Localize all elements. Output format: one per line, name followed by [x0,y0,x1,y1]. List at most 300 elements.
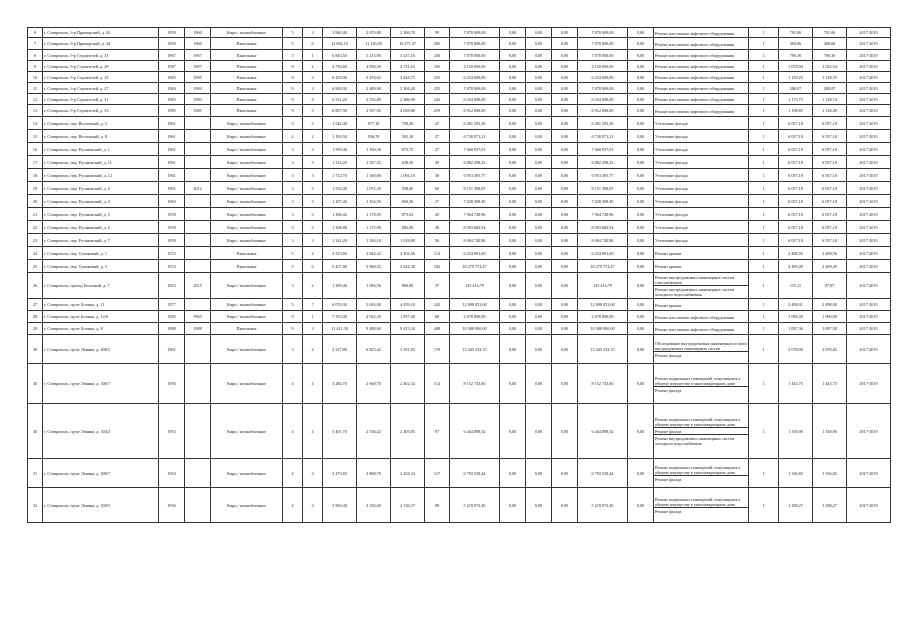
work-item: Ремонт или замена лифтового оборудования [655,326,735,332]
cell-works-count: 1 [749,311,779,323]
cell-unit-cost-limit: 1 097,58 [813,323,847,335]
work-item: Утепление фасада [655,173,688,178]
cell-residents: 56 [425,234,450,247]
table-row [28,488,891,523]
cell-wall-material: Кирп./ шлакоблочные [211,459,283,488]
cell-regional-funds: 0,00 [526,247,552,260]
cell-reconstruction-year [185,299,211,311]
cell-entrances: 3 [303,83,323,94]
cell-private-area: 2 304,20 [391,83,425,94]
cell-planned-period: 2017-2019 [847,335,891,364]
work-item: Ремонт или замена лифтового оборудования [655,314,735,320]
cell-federal-funds: 0,00 [500,260,526,273]
cell-regional-funds: 0,00 [526,488,552,523]
cell-row-number: 15 [28,130,43,143]
cell-regional-funds: 0,00 [526,83,552,94]
cell-unit-cost: 460,66 [779,38,813,50]
cell-total-area: 1 308,88 [323,221,357,234]
cell-federal-funds: 0,00 [500,130,526,143]
cell-works [654,182,749,195]
work-item: Утепление фасада [655,238,688,243]
cell-works [654,38,749,50]
cell-private-area: 4 459,10 [391,299,425,311]
cell-row-number: 10 [28,72,43,83]
cell-other-funds: 0,00 [628,28,654,38]
cell-floors: 5 [283,260,303,273]
work-item: Утепление фасада [655,225,688,230]
cell-total-area: 1 712,70 [323,169,357,182]
table-row [28,50,891,61]
cell-floors: 4 [283,404,303,459]
cell-unit-cost: 6 057,18 [779,234,813,247]
cell-unit-cost: 1 006,30 [779,311,813,323]
cell-unit-cost-limit: 6 057,18 [813,169,847,182]
cell-reconstruction-year: 1960 [185,28,211,38]
cell-reconstruction-year: 2012 [185,182,211,195]
cell-federal-funds: 0,00 [500,105,526,117]
cell-living-area: 1 164,50 [357,195,391,208]
cell-reconstruction-year: 1984 [185,83,211,94]
cell-address: г. Ставрополь, пр-кт Ленина, д. 304/2 [43,404,159,459]
cell-address: г. Ставрополь, пр-кт Ботаны, д. 11 [43,299,159,311]
work-item: Ремонт или замена лифтового оборудования [655,41,735,47]
cell-total-cost: 13 445 232,15 [450,335,500,364]
cell-row-number: 30 [28,364,43,404]
cell-local-funds: 0,00 [552,94,578,105]
cell-residents: 259 [425,105,450,117]
cell-row-number: 22 [28,221,43,234]
cell-works-count: 1 [749,143,779,156]
cell-entrances: 3 [303,234,323,247]
table-row [28,94,891,105]
cell-other-funds: 0,00 [628,83,654,94]
cell-residents: 49 [425,156,450,169]
cell-regional-funds: 0,00 [526,169,552,182]
table-row [28,273,891,299]
cell-address: г. Ставрополь, пр-кт Ботаны, д. 12/6 [43,311,159,323]
cell-owner-funds: 6 912 000,00 [578,105,628,117]
cell-owner-funds: 125 416,79 [578,273,628,299]
cell-other-funds: 0,00 [628,169,654,182]
cell-row-number: 17 [28,156,43,169]
cell-planned-period: 2017-2019 [847,130,891,143]
cell-local-funds: 0,00 [552,459,578,488]
cell-owner-funds: 13 445 232,15 [578,335,628,364]
cell-local-funds: 0,00 [552,273,578,299]
cell-other-funds: 0,00 [628,61,654,72]
cell-regional-funds: 0,00 [526,459,552,488]
work-item: Ремонт подвальных помещений, относящихся к общему имуществу в многоквартирном доме [655,375,741,386]
cell-unit-cost: 6 057,18 [779,221,813,234]
cell-works [654,50,749,61]
cell-private-area: 2 624,38 [391,260,425,273]
cell-total-area: 3 840,40 [323,28,357,38]
cell-works [654,28,749,38]
work-item: Ремонт или замена лифтового оборудования [655,64,735,69]
cell-total-cost: 8 064 740,96 [450,234,500,247]
cell-living-area: 1 178,05 [357,208,391,221]
cell-reconstruction-year [185,488,211,523]
cell-residents: 114 [425,247,450,260]
cell-local-funds: 0,00 [552,323,578,335]
cell-total-area: 1 544,40 [323,117,357,130]
cell-address: г. Ставрополь, пер. Русановский, д. 5 [43,208,159,221]
cell-unit-cost-limit: 790,36 [813,50,847,61]
cell-owner-funds: 7 078 000,00 [578,50,628,61]
cell-local-funds: 0,00 [552,247,578,260]
cell-reconstruction-year [185,247,211,260]
cell-reconstruction-year [185,117,211,130]
cell-unit-cost-limit: 1 128,74 [813,94,847,105]
cell-planned-period: 2017-2019 [847,273,891,299]
cell-entrances: 3 [303,105,323,117]
cell-local-funds: 0,00 [552,195,578,208]
cell-build-year: 1967 [159,50,185,61]
cell-owner-funds: 6 882 298,23 [578,156,628,169]
cell-private-area: 2 104,56 [391,247,425,260]
cell-total-cost: 8 152 743,60 [450,364,500,404]
cell-unit-cost: 1 175,75 [779,94,813,105]
cell-other-funds: 0,00 [628,117,654,130]
table-row [28,260,891,273]
cell-planned-period: 2017-2019 [847,404,891,459]
cell-residents: 235 [425,72,450,83]
cell-private-area: 3 444,75 [391,72,425,83]
cell-works [654,335,749,364]
cell-floors: 5 [283,299,303,311]
cell-wall-material: Панельные [211,50,283,61]
cell-build-year: 1959 [159,234,185,247]
cell-planned-period: 2017-2019 [847,72,891,83]
cell-floors: 9 [283,105,303,117]
cell-planned-period: 2017-2019 [847,169,891,182]
cell-unit-cost: 1 078,94 [779,61,813,72]
cell-works-count: 1 [749,38,779,50]
cell-works [654,260,749,273]
cell-entrances: 2 [303,61,323,72]
cell-works-count: 1 [749,61,779,72]
cell-works-count: 1 [749,323,779,335]
cell-address: г. Ставрополь, пер. Русановский, д. 6 [43,221,159,234]
cell-works-count: 1 [749,335,779,364]
cell-build-year: 1961 [159,169,185,182]
cell-unit-cost: 2 498,50 [779,247,813,260]
cell-floors: 4 [283,364,303,404]
cell-local-funds: 0,00 [552,50,578,61]
cell-local-funds: 0,00 [552,221,578,234]
cell-living-area: 2 668,70 [357,364,391,404]
cell-floors: 9 [283,83,303,94]
cell-private-area: 869,00 [391,273,425,299]
cell-other-funds: 0,00 [628,94,654,105]
cell-planned-period: 2017-2019 [847,488,891,523]
cell-federal-funds: 0,00 [500,273,526,299]
cell-private-area: 2 731,63 [391,61,425,72]
cell-planned-period: 2017-2019 [847,208,891,221]
cell-unit-cost-limit: 6 057,18 [813,156,847,169]
cell-row-number: 8 [28,50,43,61]
cell-entrances: 2 [303,130,323,143]
cell-private-area: 2 306,70 [391,28,425,38]
cell-living-area: 2 567,92 [357,105,391,117]
cell-total-cost: 6 882 298,23 [450,156,500,169]
cell-build-year: 1961 [159,335,185,364]
cell-planned-period: 2017-2019 [847,156,891,169]
cell-owner-funds: 8 003 682,94 [578,221,628,234]
cell-federal-funds: 0,00 [500,61,526,72]
cell-federal-funds: 0,00 [500,117,526,130]
cell-build-year: 1953 [159,273,185,299]
cell-total-cost: 6 953 495,77 [450,169,500,182]
cell-unit-cost-limit: 6 057,18 [813,234,847,247]
cell-works [654,83,749,94]
cell-local-funds: 0,00 [552,105,578,117]
cell-private-area: 873,75 [391,143,425,156]
cell-works [654,72,749,83]
cell-unit-cost-limit: 6 057,18 [813,130,847,143]
cell-federal-funds: 0,00 [500,94,526,105]
cell-reconstruction-year [185,260,211,273]
cell-regional-funds: 0,00 [526,28,552,38]
cell-owner-funds: 6 234 000,00 [578,72,628,83]
cell-unit-cost: 280,07 [779,83,813,94]
cell-unit-cost-limit: 2 498,50 [813,247,847,260]
cell-unit-cost-limit: 2 499,49 [813,260,847,273]
cell-build-year: 1987 [159,61,185,72]
cell-total-area: 3 401,70 [323,404,357,459]
cell-other-funds: 0,00 [628,273,654,299]
cell-total-area: 6 843,50 [323,50,357,61]
cell-unit-cost-limit: 1 336,82 [813,459,847,488]
cell-private-area: 1 094,10 [391,169,425,182]
cell-owner-funds: 6 234 000,00 [578,94,628,105]
cell-wall-material: Панельные [211,105,283,117]
cell-owner-funds: 6 730 071,21 [578,130,628,143]
cell-private-area: 3 591,83 [391,335,425,364]
cell-row-number: 16 [28,143,43,156]
work-item: Ремонт подвальных помещений, относящихся к общему имуществу в многоквартирном доме [655,465,741,475]
cell-owner-funds: 2 078 000,00 [578,311,628,323]
cell-unit-cost: 1 097,36 [779,323,813,335]
cell-total-area: 1 532,00 [323,182,357,195]
cell-wall-material: Панельные [211,323,283,335]
cell-build-year: 1961 [159,117,185,130]
cell-works-count: 1 [749,117,779,130]
cell-works [654,105,749,117]
cell-unit-cost-limit: 791,06 [813,28,847,38]
cell-unit-cost-limit: 1 128,49 [813,105,847,117]
cell-reconstruction-year: 1983 [185,94,211,105]
cell-total-area: 6 070,30 [323,299,357,311]
cell-works [654,117,749,130]
cell-living-area: 9 488,60 [357,323,391,335]
cell-planned-period: 2017-2019 [847,311,891,323]
work-item: Ремонт крыши [655,264,682,269]
cell-floors: 9 [283,94,303,105]
cell-wall-material: Панельные [211,72,283,83]
cell-floors: 4 [283,488,303,523]
cell-other-funds: 0,00 [628,221,654,234]
cell-unit-cost-limit: 1 443,75 [813,364,847,404]
work-item: Ремонт или замена лифтового оборудования [655,86,735,91]
cell-planned-period: 2017-2019 [847,28,891,38]
cell-wall-material: Кирп./ шлакоблочные [211,182,283,195]
cell-total-area: 12 602,10 [323,38,357,50]
cell-total-cost: 2 078 000,00 [450,311,500,323]
cell-total-cost: 10 380 000,00 [450,323,500,335]
cell-living-area: 4 922,30 [357,311,391,323]
cell-federal-funds: 0,00 [500,247,526,260]
cell-planned-period: 2017-2019 [847,61,891,72]
cell-living-area: 3 532,80 [357,94,391,105]
cell-works [654,323,749,335]
work-item: Утепление фасада [655,160,688,165]
cell-row-number: 26 [28,273,43,299]
cell-address: г. Ставрополь, б-р Строителей, д. 25 [43,72,159,83]
cell-living-area: 5 043,00 [357,299,391,311]
cell-regional-funds: 0,00 [526,234,552,247]
cell-regional-funds: 0,00 [526,117,552,130]
cell-living-area: 1 184,10 [357,234,391,247]
cell-unit-cost-limit: 460,66 [813,38,847,50]
cell-other-funds: 0,00 [628,335,654,364]
work-item: Ремонт или замена лифтового оборудования [655,75,735,80]
cell-planned-period: 2017-2019 [847,364,891,404]
cell-entrances: 1 [303,311,323,323]
cell-works-count: 1 [749,50,779,61]
cell-build-year: 1985 [159,311,185,323]
cell-total-area: 1 190,50 [323,130,357,143]
cell-row-number: 6 [28,28,43,38]
cell-reconstruction-year [185,130,211,143]
cell-wall-material: Панельные [211,260,283,273]
cell-reconstruction-year: 1985 [185,72,211,83]
cell-local-funds: 0,00 [552,234,578,247]
cell-address: г. Ставрополь, пр-кт Ленина, д. 408/2 [43,335,159,364]
cell-living-area: 2 670,80 [357,28,391,38]
cell-works [654,247,749,260]
cell-unit-cost: 1 336,82 [779,459,813,488]
cell-regional-funds: 0,00 [526,260,552,273]
cell-owner-funds: 7 078 000,00 [578,83,628,94]
cell-total-cost: 6 783 538,44 [450,459,500,488]
cell-entrances: 3 [303,195,323,208]
cell-federal-funds: 0,00 [500,169,526,182]
table-row [28,404,891,459]
cell-planned-period: 2017-2019 [847,94,891,105]
cell-unit-cost: 1 443,75 [779,364,813,404]
cell-total-cost: 7 078 000,00 [450,28,500,38]
cell-total-cost: 6 401 295,38 [450,117,500,130]
work-item: Ремонт внутридомовых инженерных систем холодного водоснабжения [654,434,748,446]
cell-living-area: 1 180,60 [357,169,391,182]
work-item: Ремонт фасада [654,475,748,482]
cell-build-year: 1956 [159,488,185,523]
table-row [28,117,891,130]
cell-total-area: 3 569,40 [323,488,357,523]
cell-residents: 242 [425,299,450,311]
cell-reconstruction-year [185,195,211,208]
cell-works [654,234,749,247]
cell-federal-funds: 0,00 [500,195,526,208]
cell-planned-period: 2017-2019 [847,50,891,61]
cell-federal-funds: 0,00 [500,143,526,156]
cell-floors: 2 [283,130,303,143]
cell-works-count: 1 [749,260,779,273]
work-item: Утепление фасада [655,121,688,126]
cell-row-number: 21 [28,208,43,221]
cell-local-funds: 0,00 [552,182,578,195]
cell-total-cost: 6 912 000,00 [450,105,500,117]
cell-row-number: 23 [28,234,43,247]
cell-wall-material: Панельные [211,83,283,94]
work-item: Ремонт фасада [654,351,748,358]
cell-unit-cost-limit: 1 022,54 [813,61,847,72]
cell-local-funds: 0,00 [552,61,578,72]
cell-wall-material: Кирп./ шлакоблочные [211,404,283,459]
cell-entrances: 4 [303,488,323,523]
cell-works-count: 1 [749,273,779,299]
cell-regional-funds: 0,00 [526,38,552,50]
table-row [28,323,891,335]
cell-entrances: 3 [303,28,323,38]
cell-works [654,61,749,72]
cell-residents: 38 [425,221,450,234]
cell-living-area: 1 175,90 [357,221,391,234]
cell-address: г. Ставрополь, пр-кт Ленина, д. 290/5 [43,488,159,523]
work-item: Обследование внутридомовых инженерных и (или) внутридомовых инженерных систем [655,341,747,351]
cell-planned-period: 2017-2019 [847,117,891,130]
cell-entrances: 2 [303,273,323,299]
cell-federal-funds: 0,00 [500,83,526,94]
cell-reconstruction-year [185,143,211,156]
cell-unit-cost: 6 057,18 [779,130,813,143]
cell-works [654,221,749,234]
cell-other-funds: 0,00 [628,156,654,169]
cell-planned-period: 2017-2019 [847,221,891,234]
cell-total-cost: 6 444 898,52 [450,404,500,459]
cell-build-year: 1985 [159,72,185,83]
cell-floors: 5 [283,247,303,260]
cell-residents: 114 [425,364,450,404]
cell-residents: 205 [425,38,450,50]
cell-living-area: 5 213,90 [357,50,391,61]
cell-address: г. Ставрополь, б-р Строителей, д. 31 [43,94,159,105]
cell-floors: 3 [283,195,303,208]
cell-owner-funds: 5 218 073,49 [578,488,628,523]
cell-planned-period: 2017-2019 [847,38,891,50]
cell-works-count: 1 [749,94,779,105]
cell-works-count: 1 [749,130,779,143]
cell-regional-funds: 0,00 [526,311,552,323]
table-row [28,221,891,234]
cell-residents: 68 [425,311,450,323]
work-item: Ремонт фасада [654,386,748,393]
cell-local-funds: 0,00 [552,335,578,364]
cell-private-area: 2 136,37 [391,488,425,523]
cell-total-area: 6 840,30 [323,83,357,94]
cell-total-cost: 8 151 398,65 [450,182,500,195]
cell-unit-cost: 6 057,18 [779,195,813,208]
cell-other-funds: 0,00 [628,50,654,61]
cell-other-funds: 0,00 [628,323,654,335]
cell-address: г. Ставрополь, пр-кт Ленина, д. 300/7 [43,459,159,488]
cell-private-area: 1 857,40 [391,311,425,323]
cell-works [654,208,749,221]
cell-federal-funds: 0,00 [500,335,526,364]
cell-residents: 47 [425,117,450,130]
cell-works [654,488,749,523]
